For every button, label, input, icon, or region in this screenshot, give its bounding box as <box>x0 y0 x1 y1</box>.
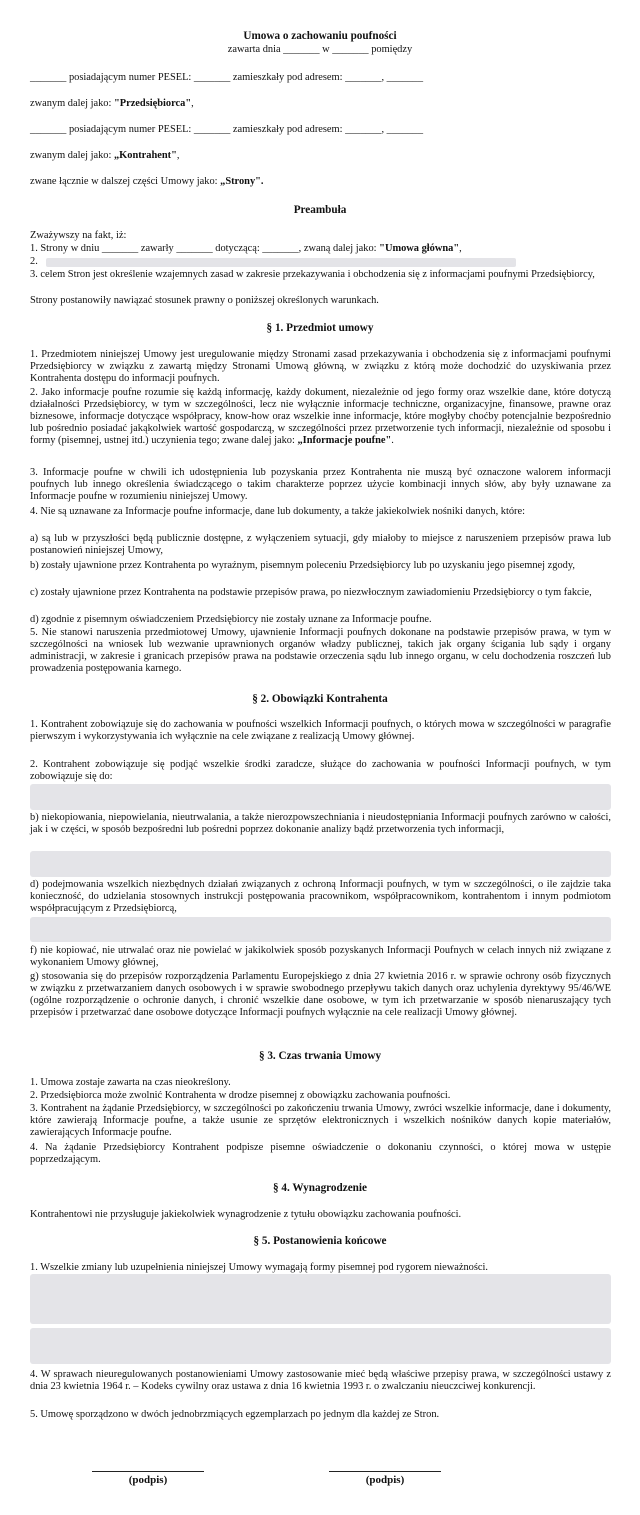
s2-item-g: g) stosowania się do przepisów rozporządzenia Parlamentu Europejskiego z dnia 27 kwietnia 2016 r. w sprawie ochrony osób fizycznych w związku z przetwarzaniem danych osobowych i w sprawie swobodnego przepływu takich danych oraz uchylenia dyrektywy 95/46/WE (ogólne rozporządzenie o ochronie danych, i chronić wszelkie dane osobowe, w tym ich przetwarzanie w sposób nienaruszający tych przepisów i przetwarzać dane osobowe dotyczące Informacji poufnych wyłącznie na cele realizacji Umowy głównej. <box>30 971 611 1018</box>
s2-item-f: f) nie kopiować, nie utrwalać oraz nie powielać w jakikolwiek sposób pozyskanych Informacji Poufnych w celach innych niż związane z wykonaniem Umowy głównej, <box>30 945 611 968</box>
s4-paragraph-1: Kontrahentowi nie przysługuje jakiekolwiek wynagrodzenie z tytułu obowiązku zachowania poufności. <box>30 1209 462 1220</box>
preamble-item-1-suffix: , <box>459 243 462 254</box>
s3-paragraph-3: 3. Kontrahent na żądanie Przedsiębiorcy, w szczególności po zakończeniu trwania Umowy, zwróci wszelkie informacje, dane i dokumenty, które zawierają Informacje poufne, a także usunie ze sprzętów elektronicznych i wszelkich nośników danych kopie materiałów, zawierających Informacje poufne. <box>30 1103 611 1138</box>
s1-paragraph-2-suffix: . <box>391 435 394 446</box>
signature-label-right: (podpis) <box>365 1474 405 1486</box>
redacted-block <box>30 1274 611 1324</box>
party-2-role <box>30 150 611 162</box>
s3-paragraph-2: 2. Przedsiębiorca może zwolnić Kontrahenta w drodze pisemnej z obowiązku zachowania poufności. <box>30 1090 451 1101</box>
s1-item-a: a) są lub w przyszłości będą publicznie dostępne, z wyłączeniem sytuacji, gdy miałoby to miejsce z naruszeniem przepisów prawa lub postanowień niniejszej Umowy, <box>30 533 611 556</box>
redacted-block <box>30 917 611 942</box>
s1-item-d: d) zgodnie z pisemnym oświadczeniem Przedsiębiorcy nie zostały uznane za Informacje poufne. <box>30 614 432 625</box>
s5-paragraph-5: 5. Umowę sporządzono w dwóch jednobrzmiących egzemplarzach po jednym dla każdej ze Stron. <box>30 1409 440 1420</box>
section-1-heading: § 1. Przedmiot umowy <box>266 322 374 334</box>
s1-paragraph-1: 1. Przedmiotem niniejszej Umowy jest uregulowanie między Stronami zasad przekazywania i obchodzenia się z informacjami poufnymi Przedsiębiorcy w związku z zawartą między Stronami Umową główną, w związku z którą może dochodzić do uzyskiwania przez Kontrahenta dostępu do informacji poufnych. <box>30 349 611 384</box>
preamble-item-3: 3. celem Stron jest określenie wzajemnych zasad w zakresie przekazywania i obchodzenia się z informacjami poufnymi Przedsiębiorcy, <box>30 269 595 280</box>
s2-item-b: b) niekopiowania, niepowielania, nieutrwalania, a także nierozpowszechniania i nieudostępniania Informacji poufnych zarówno w całości, jak i w części, w sposób bezpośredni lub pośredni poprzez dokonanie analizy bądź przetworzenia tych informacji, <box>30 812 611 835</box>
section-3-heading: § 3. Czas trwania Umowy <box>258 1050 382 1062</box>
s1-paragraph-5: 5. Nie stanowi naruszenia przedmiotowej Umowy, ujawnienie Informacji poufnych dokonane na podstawie przepisów prawa, w tym w szczególności na wniosek lub wezwanie uprawnionych organów władzy publicznej, takich jak organy ścigania lub sądy i organy administracji, w zakresie i granicach przepisów prawa na podstawie orzeczenia sądu lub innego organu, w celu dochodzenia roszczeń lub prowadzenia postępowania karnego. <box>30 627 611 674</box>
party-1-role-suffix: , <box>191 98 194 109</box>
redacted-block <box>30 784 611 810</box>
parties-together-prefix: zwane łącznie w dalszej części Umowy jako: <box>30 176 221 187</box>
preamble-intro: Zważywszy na fakt, iż: <box>30 230 127 241</box>
preamble-item-1-text: 1. Strony w dniu _______ zawarły _______ dotyczącą: _______, zwaną dalej jako: <box>30 243 380 254</box>
document-title: Umowa o zachowaniu poufności <box>243 30 397 42</box>
redacted-block <box>30 1328 611 1364</box>
s1-paragraph-3: 3. Informacje poufne w chwili ich udostępnienia lub pozyskania przez Kontrahenta nie muszą być oznaczone walorem informacji poufnych lub innego określenia świadczącego o takim charakterze poprzez użycie kombinacji innych słów, aby były uznawane za Informacje poufne w rozumieniu niniejszej Umowy. <box>30 467 611 502</box>
document-subtitle: zawarta dnia _______ w _______ pomiędzy <box>227 44 413 55</box>
signature-line-left <box>92 1471 204 1472</box>
party-2-role-prefix: zwanym dalej jako: <box>30 150 114 161</box>
party-1-details: _______ posiadającym numer PESEL: _______ zamieszkały pod adresem: _______, _______ <box>30 72 424 83</box>
s1-paragraph-4: 4. Nie są uznawane za Informacje poufne informacje, dane lub dokumenty, a także jakiekolwiek nośniki danych, które: <box>30 506 526 517</box>
s2-item-d: d) podejmowania wszelkich niezbędnych działań związanych z ochroną Informacji poufnych, w tym w szczególności, o ile zajdzie taka konieczność, do udzielania stosownych instrukcji postępowania pracownikom, współpracownikom, kontrahentom i innym podmiotom współpracującym z Przedsiębiorcą, <box>30 879 611 914</box>
parties-together <box>30 176 611 188</box>
section-5-heading: § 5. Postanowienia końcowe <box>253 1235 387 1247</box>
signature-label-left: (podpis) <box>128 1474 168 1486</box>
preamble-closing: Strony postanowiły nawiązać stosunek prawny o poniższej określonych warunkach. <box>30 295 379 306</box>
s5-paragraph-4: 4. W sprawach nieuregulowanych postanowieniami Umowy zastosowanie mieć będą właściwe przepisy prawa, w szczególności ustawy z dnia 23 kwietnia 1964 r. – Kodeks cywilny oraz ustawa z dnia 16 kwietnia 1993 r. o zwalczaniu nieuczciwej konkurencji. <box>30 1369 611 1392</box>
s1-item-b: b) zostały ujawnione przez Kontrahenta po wyraźnym, pisemnym poleceniu Przedsiębiorcy lub po uzyskaniu jego pisemnej zgody, <box>30 560 575 571</box>
party-2-details: _______ posiadającym numer PESEL: _______ zamieszkały pod adresem: _______, _______ <box>30 124 424 135</box>
party-2-role-suffix: , <box>176 150 180 161</box>
parties-together-name: „Strony". <box>220 176 264 187</box>
section-2-heading: § 2. Obowiązki Kontrahenta <box>252 693 388 705</box>
s1-paragraph-2-text: 2. Jako informacje poufne rozumie się każdą informację, każdy dokument, niezależnie od jego formy oraz wszelkie dane, które dotyczą działalności Przedsiębiorcy, w tym w szczególności, lecz nie wyłącznie informacje techniczne, organizacyjne, finansowe, prawne oraz biznesowe, informacje dotyczące współpracy, know-how oraz wszelkie inne informacje, które mogłyby choćby potencjalnie bezpośrednio lub pośrednio posiadać jakąkolwiek wartość gospodarczą, w szczególności przez przetworzenie tych informacji, niezależnie od sposobu i formy (pisemnej, ustnej itd.) uczynienia tego; zwane dalej jako: <box>30 387 611 446</box>
preamble-main-agreement: "Umowa główna" <box>379 243 460 254</box>
s1-item-c: c) zostały ujawnione przez Kontrahenta na podstawie przepisów prawa, po niezwłocznym zawiadomieniu Przedsiębiorcy o tym fakcie, <box>30 587 592 598</box>
s2-paragraph-2: 2. Kontrahent zobowiązuje się podjąć wszelkie środki zaradcze, służące do zachowania w poufności Informacji poufnych, w tym zobowiązuje się do: <box>30 759 611 782</box>
s1-paragraph-2 <box>30 387 611 447</box>
preamble-heading: Preambuła <box>293 204 347 216</box>
preamble-item-2: 2. <box>30 256 38 267</box>
preamble-item-1 <box>30 243 611 255</box>
s2-paragraph-1: 1. Kontrahent zobowiązuje się do zachowania w poufności wszelkich Informacji poufnych, o których mowa w szczególności w paragrafie pierwszym i wykorzystywania ich wyłącznie na cele związane z realizacją Umowy głównej. <box>30 719 611 742</box>
redacted-block <box>30 851 611 877</box>
signature-line-right <box>329 1471 441 1472</box>
s3-paragraph-4: 4. Na żądanie Przedsiębiorcy Kontrahent podpisze pisemne oświadczenie o dokonaniu czynności, o której mowa w ustępie poprzedzającym. <box>30 1142 611 1165</box>
s1-confidential-info-term: „Informacje poufne" <box>297 435 392 446</box>
party-1-role-prefix: zwanym dalej jako: <box>30 98 114 109</box>
s3-paragraph-1: 1. Umowa zostaje zawarta na czas nieokreślony. <box>30 1077 231 1088</box>
party-2-role-name: „Kontrahent" <box>113 150 177 161</box>
redacted-text <box>46 258 516 267</box>
section-4-heading: § 4. Wynagrodzenie <box>273 1182 367 1194</box>
s5-paragraph-1: 1. Wszelkie zmiany lub uzupełnienia niniejszej Umowy wymagają formy pisemnej pod rygorem nieważności. <box>30 1262 489 1273</box>
party-1-role-name: "Przedsiębiorca" <box>113 98 192 109</box>
party-1-role <box>30 98 611 110</box>
